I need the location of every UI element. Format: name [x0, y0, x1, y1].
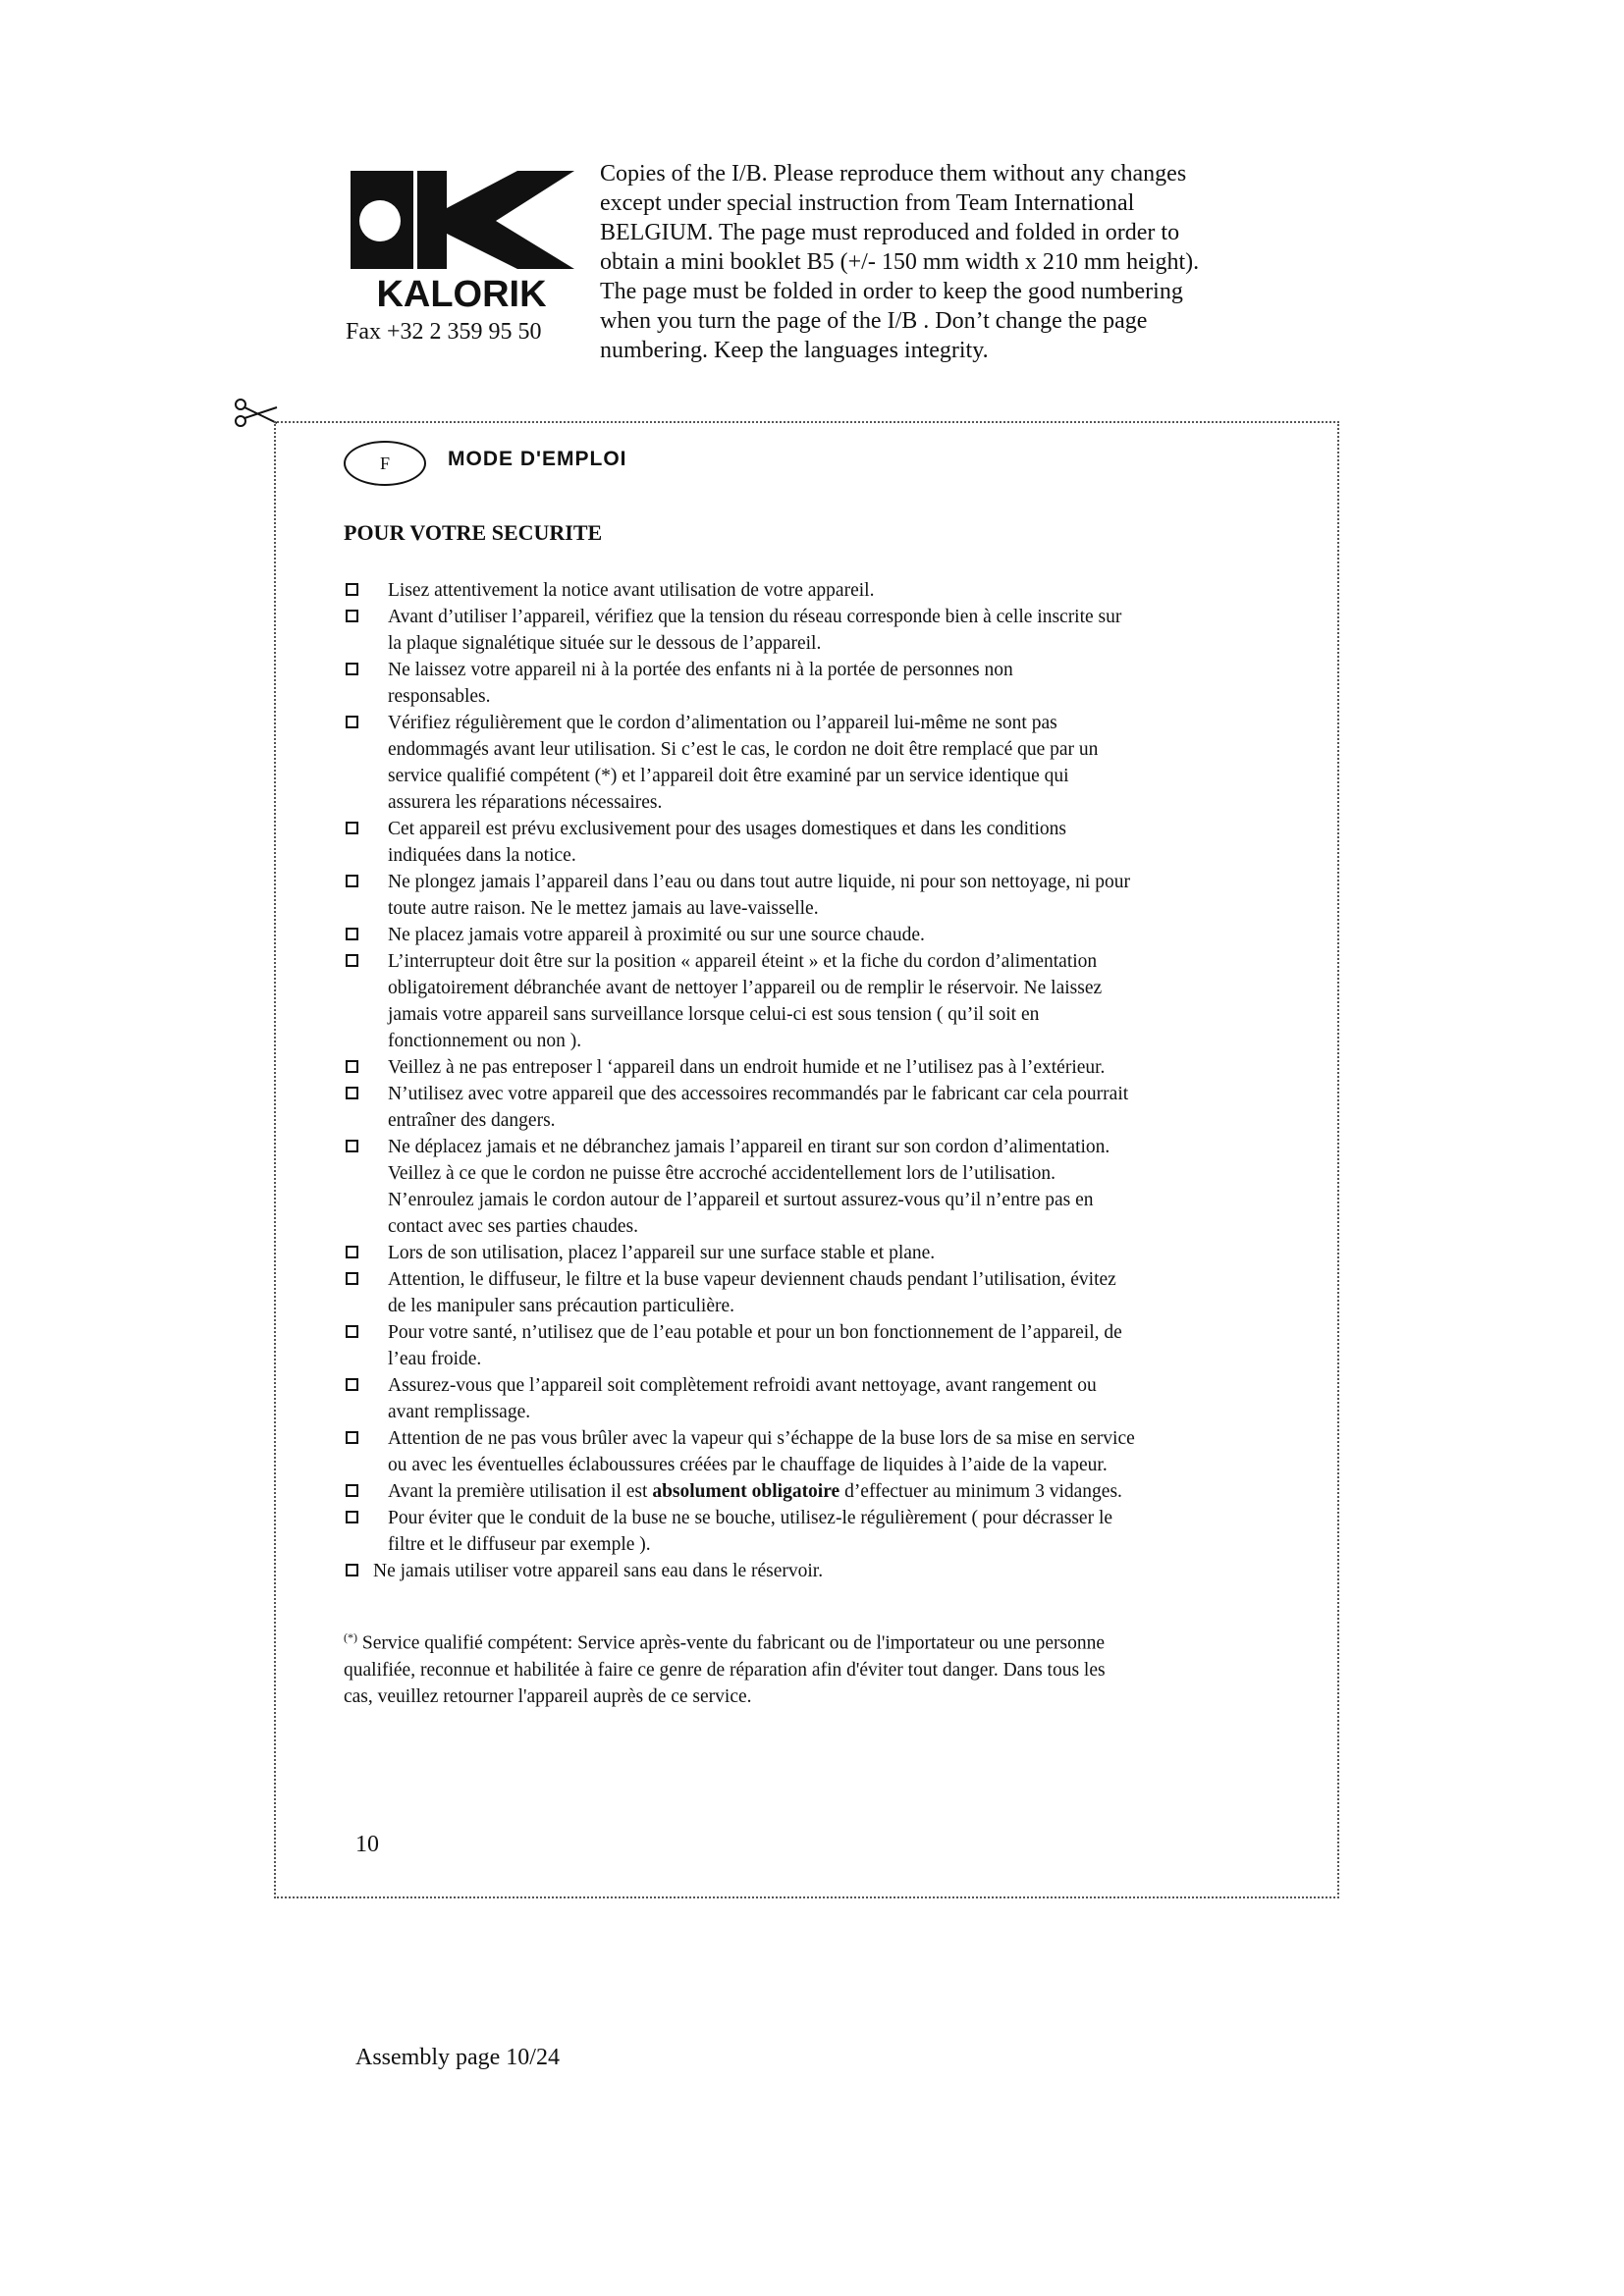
- note-line: Copies of the I/B. Please reproduce them without any changes: [600, 161, 1187, 187]
- section-title: MODE D'EMPLOI: [448, 448, 627, 470]
- safety-heading: POUR VOTRE SECURITE: [344, 520, 603, 545]
- list-item: Avant d’utiliser l’appareil, vérifiez que la tension du réseau corresponde bien à celle inscrite sur la plaque signalétique située sur le dessous de l’appareil.: [344, 604, 1296, 657]
- list-item: Lisez attentivement la notice avant utilisation de votre appareil.: [344, 577, 1296, 604]
- checkbox-icon: [346, 716, 358, 728]
- note-line: except under special instruction from Team International: [600, 190, 1135, 216]
- checkbox-icon: [346, 954, 358, 967]
- checkbox-icon: [346, 610, 358, 622]
- list-item: Ne plongez jamais l’appareil dans l’eau ou dans tout autre liquide, ni pour son nettoyage, ni pour toute autre raison. Ne le mettez jamais au lave-vaisselle.: [344, 869, 1296, 922]
- list-item: Pour éviter que le conduit de la buse ne se bouche, utilisez-le régulièrement ( pour décrasser le filtre et le diffuseur par exemple ).: [344, 1505, 1296, 1558]
- logo-text: KALORIK: [376, 274, 547, 312]
- checkbox-icon: [346, 1246, 358, 1258]
- checkbox-icon: [346, 1431, 358, 1444]
- list-item: Ne jamais utiliser votre appareil sans eau dans le réservoir.: [344, 1558, 1296, 1584]
- fax-number: Fax +32 2 359 95 50: [346, 319, 542, 345]
- list-item: Avant la première utilisation il est absolument obligatoire d’effectuer au minimum 3 vidanges.: [344, 1478, 1296, 1505]
- note-line: obtain a mini booklet B5 (+/- 150 mm width x 210 mm height).: [600, 249, 1200, 275]
- checkbox-icon: [346, 1087, 358, 1099]
- list-item: Cet appareil est prévu exclusivement pour des usages domestiques et dans les conditions indiquées dans la notice.: [344, 816, 1296, 869]
- list-item: Pour votre santé, n’utilisez que de l’eau potable et pour un bon fonctionnement de l’appareil, de l’eau froide.: [344, 1319, 1296, 1372]
- page-number: 10: [355, 1832, 379, 1857]
- checkbox-icon: [346, 1378, 358, 1391]
- checkbox-icon: [346, 1564, 358, 1576]
- list-item: Veillez à ne pas entreposer l ‘appareil dans un endroit humide et ne l’utilisez pas à l’extérieur.: [344, 1054, 1296, 1081]
- note-line: numbering. Keep the languages integrity.: [600, 338, 989, 363]
- list-item: Attention de ne pas vous brûler avec la vapeur qui s’échappe de la buse lors de sa mise en service ou avec les éventuelles éclaboussures créées par le chauffage de liquides à l’aide de la vapeur.: [344, 1425, 1296, 1478]
- list-item: Ne placez jamais votre appareil à proximité ou sur une source chaude.: [344, 922, 1296, 948]
- footnote-marker: (*): [344, 1630, 357, 1644]
- checkbox-icon: [346, 1272, 358, 1285]
- checkbox-icon: [346, 663, 358, 675]
- list-item: N’utilisez avec votre appareil que des accessoires recommandés par le fabricant car cela pourrait entraîner des dangers.: [344, 1081, 1296, 1134]
- checkbox-icon: [346, 583, 358, 596]
- list-item: Lors de son utilisation, placez l’appareil sur une surface stable et plane.: [344, 1240, 1296, 1266]
- language-badge: F: [344, 441, 426, 486]
- checkbox-icon: [346, 1325, 358, 1338]
- note-line: when you turn the page of the I/B . Don’t change the page: [600, 308, 1148, 334]
- list-item: Attention, le diffuseur, le filtre et la buse vapeur deviennent chauds pendant l’utilisation, évitez de les manipuler sans précaution particulière.: [344, 1266, 1296, 1319]
- service-footnote: (*) Service qualifié compétent: Service après-vente du fabricant ou de l'importateur ou une personne qualifiée, reconnue et habilitée à faire ce genre de réparation afin d'éviter tout danger. Dans tous les cas, veuillez retourner l'appareil auprès de ce service.: [344, 1630, 1106, 1707]
- checkbox-icon: [346, 1140, 358, 1152]
- list-item: Vérifiez régulièrement que le cordon d’alimentation ou l’appareil lui-même ne sont pas endommagés avant leur utilisation. Si c’est le cas, le cordon ne doit être remplacé que par un service qualifié compétent (*) et l’appareil doit être examiné par un service identique qui assurera les réparations nécessaires.: [344, 710, 1296, 816]
- scissors-icon: [234, 398, 279, 431]
- list-item: L’interrupteur doit être sur la position « appareil éteint » et la fiche du cordon d’alimentation obligatoirement débranchée avant de nettoyer l’appareil ou de remplir le réservoir. Ne laissez jamais votre appareil sans surveillance lorsque celui-ci est sous tension ( qu’il soit en fonctionnement ou non ).: [344, 948, 1296, 1054]
- list-item: Ne laissez votre appareil ni à la portée des enfants ni à la portée de personnes non responsables.: [344, 657, 1296, 710]
- safety-list: [344, 577, 1296, 1584]
- checkbox-icon: [346, 1484, 358, 1497]
- checkbox-icon: [346, 875, 358, 887]
- reproduction-instructions: [600, 159, 1287, 365]
- checkbox-icon: [346, 1060, 358, 1073]
- checkbox-icon: [346, 928, 358, 940]
- note-line: BELGIUM. The page must reproduced and folded in order to: [600, 220, 1180, 245]
- note-line: The page must be folded in order to keep the good numbering: [600, 279, 1183, 304]
- list-item: Assurez-vous que l’appareil soit complètement refroidi avant nettoyage, avant rangement ou avant remplissage.: [344, 1372, 1296, 1425]
- list-item: Ne déplacez jamais et ne débranchez jamais l’appareil en tirant sur son cordon d’alimentation. Veillez à ce que le cordon ne puisse être accroché accidentellement lors de l’utilisation. N’enroulez jamais le cordon autour de l’appareil et surtout assurez-vous qu’il n’entre pas en contact avec ses parties chaudes.: [344, 1134, 1296, 1240]
- checkbox-icon: [346, 822, 358, 834]
- assembly-page-label: Assembly page 10/24: [355, 2045, 560, 2070]
- kalorik-logo: [349, 165, 574, 312]
- checkbox-icon: [346, 1511, 358, 1523]
